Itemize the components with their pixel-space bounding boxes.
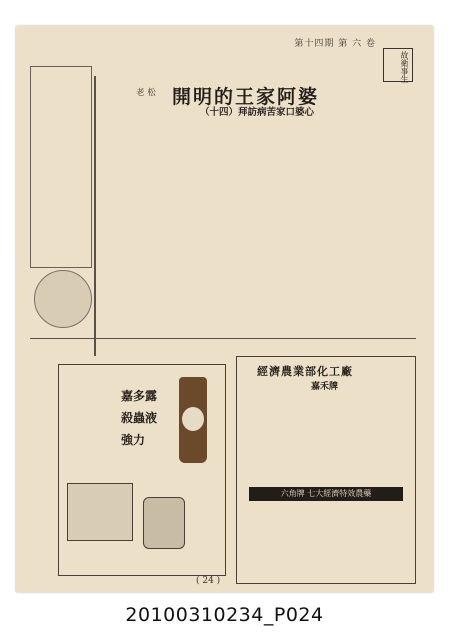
product-box-illustration bbox=[67, 483, 133, 541]
product-banner: 六角牌 七大經濟特效農藥 bbox=[249, 487, 403, 501]
section-box: 故衛事生 bbox=[383, 48, 413, 82]
chemical-factory-advertisement bbox=[236, 356, 416, 584]
column-divider bbox=[30, 338, 416, 339]
ad-brand: 嘉多露 bbox=[121, 389, 158, 403]
page-header bbox=[86, 34, 416, 62]
page-number: ( 24 ) bbox=[196, 576, 221, 586]
header-divider bbox=[94, 76, 96, 356]
document-page bbox=[16, 26, 433, 592]
bottle-illustration bbox=[179, 377, 207, 463]
portrait-illustration bbox=[34, 270, 92, 328]
ad-brand-line3: 強力 bbox=[121, 433, 146, 447]
article-byline: 老 松 bbox=[136, 88, 156, 98]
issue-label: 第十四期 第 六 卷 bbox=[294, 39, 376, 49]
insecticide-advertisement bbox=[58, 364, 226, 576]
article-subtitle: （十四）拜訪病苦家口婆心 bbox=[200, 107, 315, 118]
article-title: 開明的王家阿婆 bbox=[172, 86, 320, 108]
factory-title: 經濟農業部化工廠 bbox=[257, 365, 353, 378]
sidebar-note-box bbox=[30, 66, 92, 268]
image-caption: 20100310234_P024 bbox=[125, 604, 324, 626]
factory-brand: 嘉禾牌 bbox=[311, 382, 339, 392]
ad-brand-line2: 殺蟲液 bbox=[121, 411, 158, 425]
product-jar-illustration bbox=[143, 497, 185, 549]
